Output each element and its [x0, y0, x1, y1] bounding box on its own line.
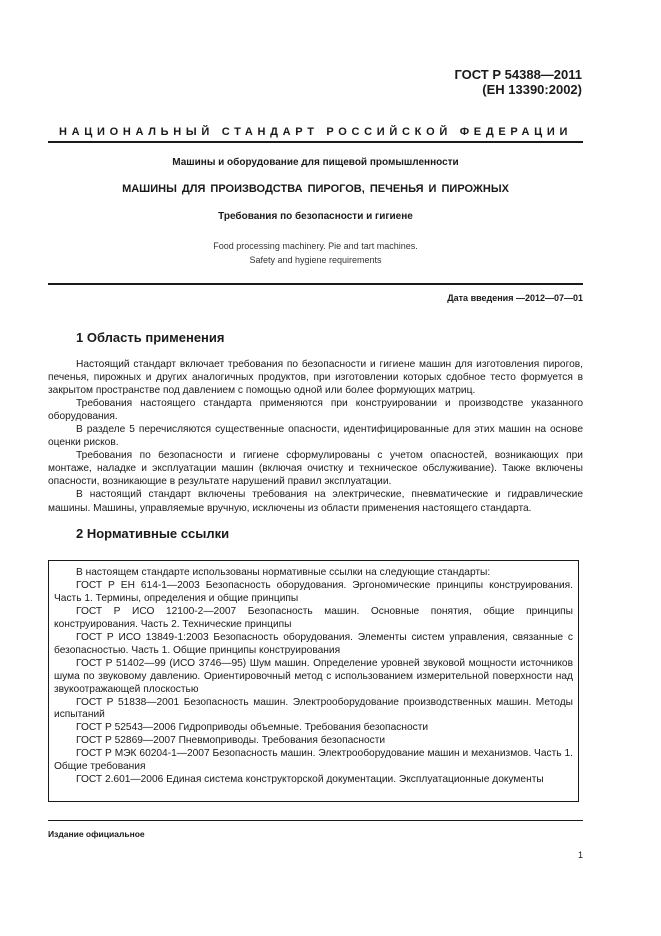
paragraph: Требования по безопасности и гигиене сформулированы с учетом опасностей, возникающих при монтаже, наладке и эксплуатации машин (включая очистку и техническое обслуживание). Также включены опасности, возникающие в результате нарушений правил эксплуатации.	[48, 450, 583, 488]
paragraph: В настоящий стандарт включены требования на электрические, пневматические и гидравлические машины. Машины, управляемые вручную, исключены из области применения настоящего стандарта.	[48, 489, 583, 514]
section-2-heading: 2 Нормативные ссылки	[76, 526, 230, 541]
reference-item: В настоящем стандарте использованы нормативные ссылки на следующие стандарты:	[76, 567, 491, 578]
paragraph: Настоящий стандарт включает требования по безопасности и гигиене машин для изготовления пирогов, печенья, пирожных и других аналогичных продуктов, при изготовлении которых сдобное тесто формуется в закрытом пространстве под давлением с помощью одной или более формующих матриц.	[48, 359, 583, 397]
subtitle: Требования по безопасности и гигиене	[218, 211, 413, 222]
official-edition-label: Издание официальное	[48, 829, 145, 839]
gost-number: ГОСТ Р 54388—2011	[454, 67, 582, 82]
english-title	[48, 239, 583, 267]
section-1-heading: 1 Область применения	[76, 330, 225, 345]
reference-item: ГОСТ Р МЭК 60204-1—2007 Безопасность машин. Электрооборудование машин и механизмов. Часть 1. Общие требования	[54, 748, 573, 773]
header-rule	[48, 141, 583, 143]
reference-item: ГОСТ Р ЕН 614-1—2003 Безопасность оборудования. Эргономические принципы конструирования. Часть 1. Термины, определения и общие принципы	[54, 579, 573, 604]
reference-item: ГОСТ Р ИСО 13849-1:2003 Безопасность оборудования. Элементы систем управления, связанные с безопасностью. Часть 1. Общие принципы конструирования	[54, 631, 573, 656]
paragraph: В разделе 5 перечисляются существенные опасности, идентифицированные для этих машин на основе оценки рисков.	[48, 424, 583, 449]
introduction-date: Дата введения —2012—07—01	[447, 293, 583, 303]
main-title: МАШИНЫ ДЛЯ ПРОИЗВОДСТВА ПИРОГОВ, ПЕЧЕНЬЯ И ПИРОЖНЫХ	[122, 183, 509, 195]
section-1-body	[48, 358, 583, 515]
reference-item: ГОСТ Р 51402—99 (ИСО 3746—95) Шум машин. Определение уровней звуковой мощности источников шума по звуковому давлению. Ориентировочный метод с использованием измерительной поверхности над звукоотражающей плоскостью	[54, 657, 573, 695]
english-title-line-1: Food processing machinery. Pie and tart machines.	[213, 241, 418, 251]
footer-rule	[48, 820, 583, 821]
reference-item: ГОСТ Р 52543—2006 Гидроприводы объемные. Требования безопасности	[76, 722, 429, 734]
en-number: (ЕН 13390:2002)	[482, 82, 582, 97]
reference-item: ГОСТ Р 51838—2001 Безопасность машин. Электрооборудование производственных машин. Методы испытаний	[54, 696, 573, 721]
page-number: 1	[577, 850, 583, 860]
references-list	[54, 567, 573, 787]
reference-item: ГОСТ 2.601—2006 Единая система конструкторской документации. Эксплуатационные документы	[76, 774, 544, 786]
national-standard-title: НАЦИОНАЛЬНЫЙ СТАНДАРТ РОССИЙСКОЙ ФЕДЕРАЦИИ	[58, 126, 573, 138]
category-title: Машины и оборудование для пищевой промышленности	[172, 157, 459, 168]
title-rule	[48, 283, 583, 285]
references-box	[48, 560, 579, 802]
document-number	[454, 67, 582, 97]
reference-item: ГОСТ Р 52869—2007 Пневмоприводы. Требования безопасности	[76, 735, 386, 747]
english-title-line-2: Safety and hygiene requirements	[249, 255, 382, 265]
paragraph: Требования настоящего стандарта применяются при конструировании и производстве указанного оборудования.	[48, 398, 583, 423]
reference-item: ГОСТ Р ИСО 12100-2—2007 Безопасность машин. Основные понятия, общие принципы конструирования. Часть 2. Технические принципы	[54, 605, 573, 630]
